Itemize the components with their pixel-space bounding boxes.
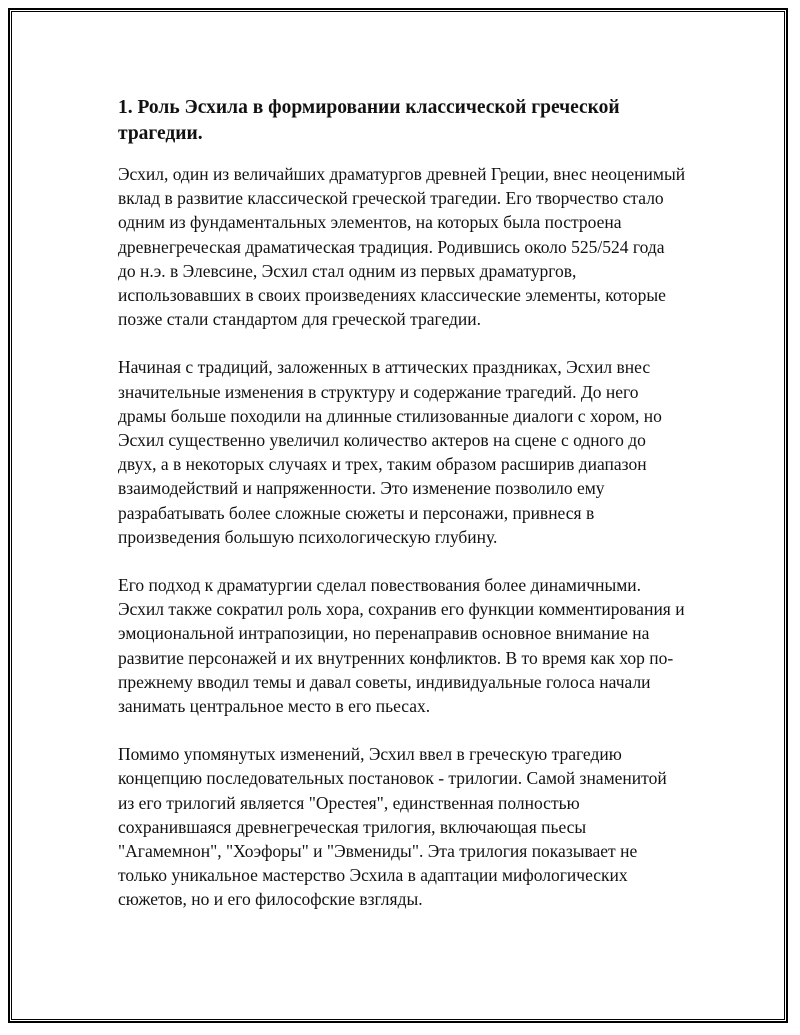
paragraph-1: Эсхил, один из величайших драматургов древней Греции, внес неоценимый вклад в развитие классической греческой трагедии. Его творчество стало одним из фундаментальных элементов, на которых была построена древнегреческая драматическая традиция. Родившись около 525/524 года до н.э. в Элевсине, Эсхил стал одним из первых драматургов, использовавших в своих произведениях классические элементы, которые позже стали стандартом для греческой трагедии. xyxy=(118,164,686,330)
section-heading: 1. Роль Эсхила в формировании классической греческой трагедии. xyxy=(118,97,620,144)
document-body xyxy=(118,95,686,936)
paragraph-2: Начиная с традиций, заложенных в аттических праздниках, Эсхил внес значительные изменения в структуру и содержание трагедий. До него драмы больше походили на длинные стилизованные диалоги с хором, но Эсхил существенно увеличил количество актеров на сцене с одного до двух, а в некоторых случаях и трех, таким образом расширив диапазон взаимодействий и напряженности. Это изменение позволило ему разрабатывать более сложные сюжеты и персонажи, привнеся в произведения большую психологическую глубину. xyxy=(118,357,662,547)
paragraph-3: Его подход к драматургии сделал повествования более динамичными. Эсхил также сократил роль хора, сохранив его функции комментирования и эмоциональной интрапозиции, но перенаправив основное внимание на развитие персонажей и их внутренних конфликтов. В то время как хор по-прежнему вводил темы и давал советы, индивидуальные голоса начали занимать центральное место в его пьесах. xyxy=(118,575,685,717)
paragraph-4: Помимо упомянутых изменений, Эсхил ввел в греческую трагедию концепцию последовательных постановок - трилогии. Самой знаменитой из его трилогий является "Орестея", единственная полностью сохранившаяся древнегреческая трилогия, включающая пьесы "Агамемнон", "Хоэфоры" и "Эвмениды". Эта трилогия показывает не только уникальное мастерство Эсхила в адаптации мифологических сюжетов, но и его философские взгляды. xyxy=(118,744,667,910)
